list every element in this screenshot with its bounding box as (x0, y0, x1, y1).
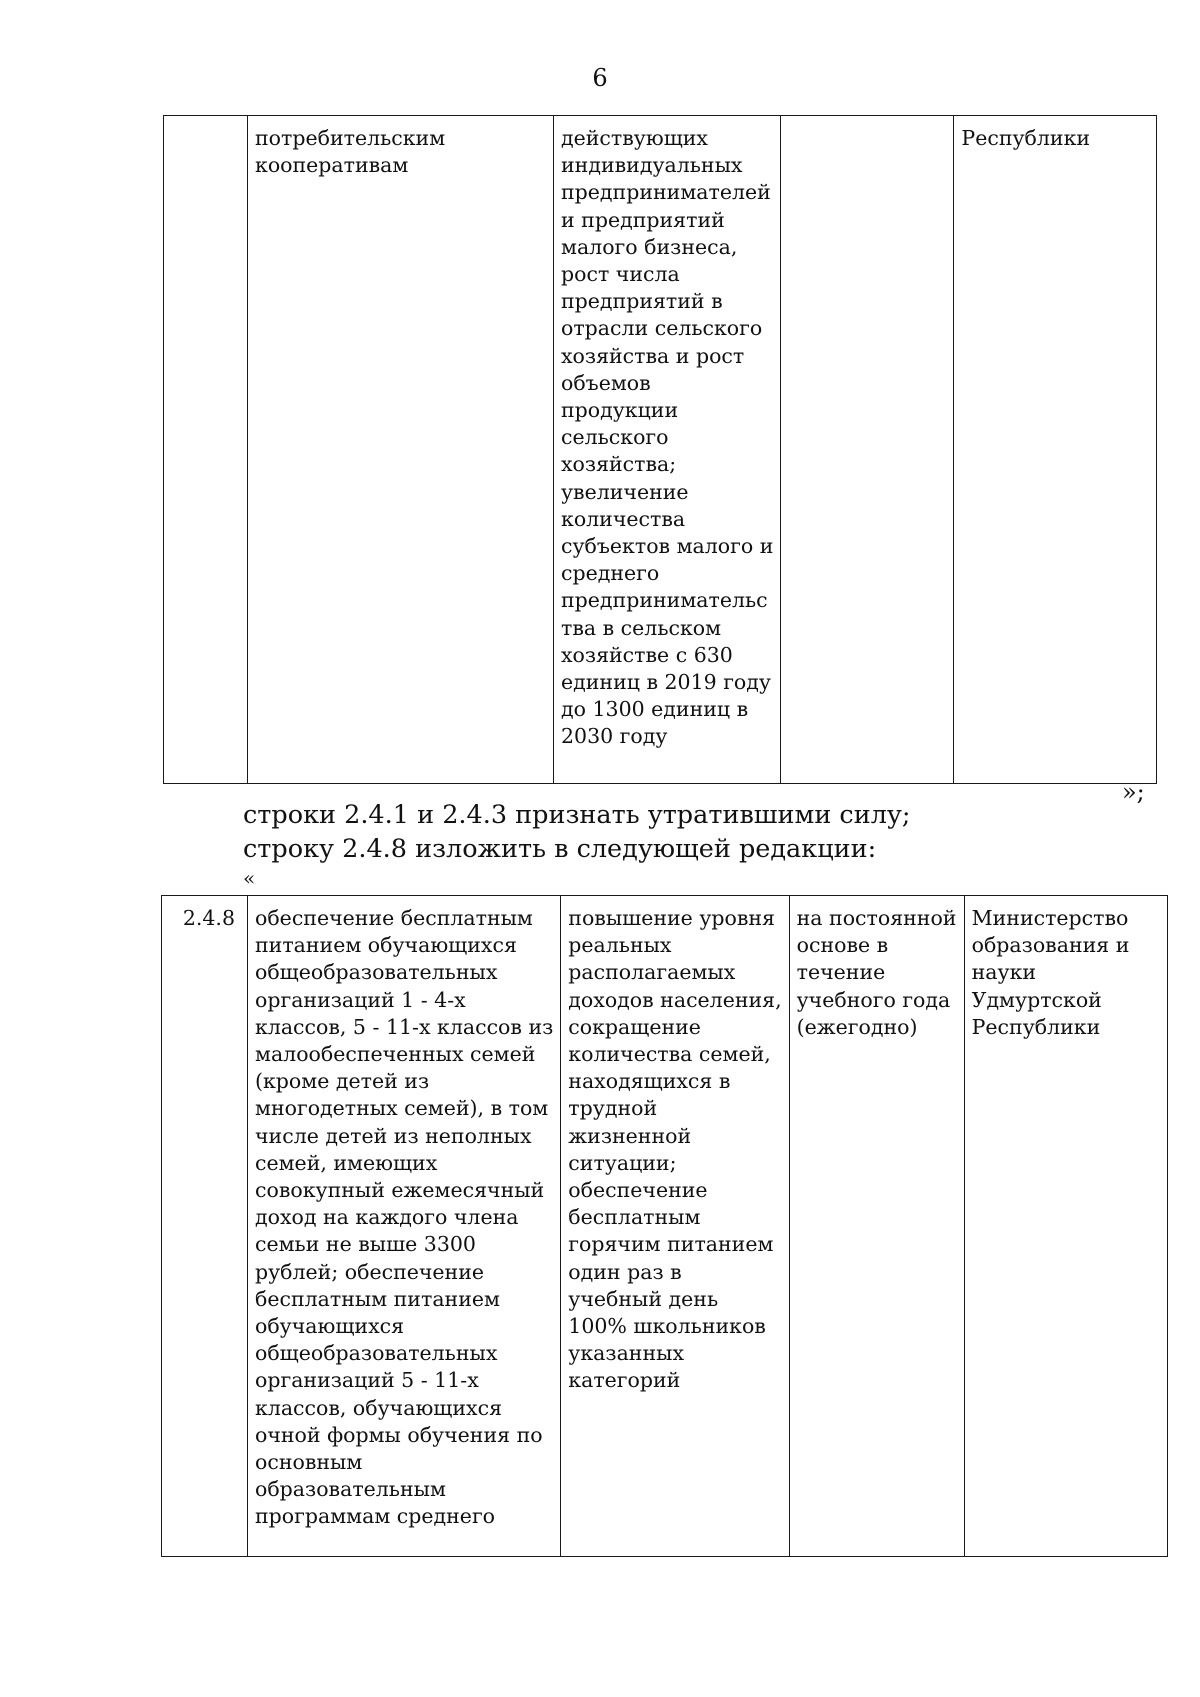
cell-text-line: питанием обучающихся (255, 933, 517, 958)
cell-text-line: хозяйства; (561, 452, 677, 477)
cell-text-line: программам среднего (255, 1504, 496, 1529)
cell-text-line: находящихся в (568, 1069, 731, 1094)
cell-text-line: обеспечение (568, 1178, 708, 1203)
table-cell-col1 (162, 896, 248, 1557)
cell-text-line: основным (255, 1450, 363, 1475)
paragraph-new-edition: строку 2.4.8 изложить в следующей редакции: (243, 834, 877, 864)
cell-text-line: жизненной (568, 1123, 692, 1148)
cell-text-line: семей, имеющих (255, 1150, 438, 1175)
cell-text-line: классов, обучающихся (255, 1395, 503, 1420)
cell-text-line: малого бизнеса, (561, 234, 738, 259)
cell-text-line: совокупный ежемесячный (255, 1178, 545, 1203)
cell-text-line: числе детей из неполных (255, 1123, 532, 1148)
cell-text-line: очной формы обучения по (255, 1422, 543, 1447)
cell-text-line: реальных (568, 933, 672, 958)
table-cell-col1 (164, 116, 248, 784)
cell-text-line: один раз в (568, 1259, 682, 1284)
table-continuation (163, 115, 1157, 784)
cell-text-line: на постоянной (796, 906, 957, 930)
table-cell-col2 (248, 896, 561, 1557)
table-cell-col2 (248, 116, 554, 784)
cell-text-line: учебный день (568, 1286, 719, 1311)
cell-text-line: повышение уровня (568, 906, 775, 930)
opening-quote: « (243, 866, 256, 890)
cell-text-line: сокращение (568, 1014, 701, 1039)
cell-text-line: образования и (971, 933, 1130, 958)
table-cell-col5 (954, 116, 1157, 784)
cell-text-line: основе в (796, 933, 889, 958)
cell-text-line: до 1300 единиц в (561, 697, 749, 722)
cell-text-line: 100% школьников (568, 1314, 766, 1339)
paragraph-invalidate-rows: строки 2.4.1 и 2.4.3 признать утратившими силу; (243, 800, 911, 830)
cell-text-line: количества семей, (568, 1042, 771, 1067)
cell-text-line: бесплатным питанием (255, 1286, 500, 1311)
cell-text-line: (ежегодно) (796, 1014, 918, 1039)
cell-text-line: предпринимателей (561, 180, 771, 205)
cell-text-line: предприятий в (561, 289, 723, 314)
cell-text-line: хозяйства и рост (561, 343, 745, 368)
cell-text-line: действующих (561, 126, 708, 150)
table-row (164, 116, 1157, 784)
table-cell-col5 (964, 896, 1167, 1557)
cell-text-line: малообеспеченных семей (255, 1042, 536, 1067)
cell-text-line: Республики (971, 1014, 1101, 1039)
cell-text-line: многодетных семей), в том (255, 1096, 549, 1121)
cell-text-line: горячим питанием (568, 1232, 774, 1257)
cell-text-line: трудной (568, 1096, 658, 1121)
cell-text-line: индивидуальных (561, 153, 743, 178)
cell-text-line: организаций 1 - 4-х (255, 987, 466, 1012)
table-cell-col4 (789, 896, 964, 1557)
cell-text-line: потребительским (255, 126, 446, 150)
cell-text-line: организаций 5 - 11-х (255, 1368, 479, 1393)
table-row (162, 896, 1168, 1557)
cell-text-line: общеобразовательных (255, 1341, 498, 1366)
cell-text-line: отрасли сельского (561, 316, 763, 341)
cell-text-line: течение (796, 960, 886, 985)
table-row-2-4-8 (161, 895, 1168, 1557)
cell-text-line: указанных (568, 1341, 684, 1366)
cell-text-line: учебного года (796, 987, 951, 1012)
cell-text-line: Удмуртской (971, 987, 1102, 1012)
cell-text-line: объемов (561, 370, 651, 395)
cell-text-line: обеспечение бесплатным (255, 906, 533, 930)
cell-text-line: единиц в 2019 году (561, 670, 771, 695)
table-cell-col3 (554, 116, 781, 784)
cell-text-line: обучающихся (255, 1314, 405, 1339)
cell-text-line: субъектов малого и (561, 534, 774, 559)
cell-text-line: науки (971, 960, 1037, 985)
cell-text-line: предпринимательс (561, 588, 768, 613)
cell-text-line: семьи не выше 3300 (255, 1232, 476, 1257)
cell-text-line: ситуации; (568, 1150, 677, 1175)
cell-text-line: Республики (961, 126, 1091, 150)
cell-text-line: 2030 году (561, 724, 668, 749)
cell-text-line: категорий (568, 1368, 681, 1393)
cell-text-line: хозяйстве с 630 (561, 642, 733, 667)
cell-text-line: Министерство (971, 906, 1129, 930)
page-number: 6 (592, 64, 608, 92)
cell-text-line: классов, 5 - 11-х классов из (255, 1014, 554, 1039)
cell-text-line: рублей; обеспечение (255, 1259, 485, 1284)
cell-text-line: доход на каждого члена (255, 1205, 519, 1230)
cell-text-line: общеобразовательных (255, 960, 498, 985)
cell-text-line: увеличение (561, 479, 689, 504)
cell-text-line: рост числа (561, 262, 680, 287)
cell-text-line: образовательным (255, 1477, 446, 1502)
cell-text-line: сельского (561, 425, 669, 450)
cell-text-line: среднего (561, 561, 660, 586)
cell-text-line: бесплатным (568, 1205, 701, 1230)
cell-text-line: кооперативам (255, 153, 409, 178)
cell-text-line: продукции (561, 398, 679, 423)
cell-text-line: количества (561, 506, 686, 531)
cell-text-line: 2.4.8 (182, 906, 235, 930)
cell-text-line: располагаемых (568, 960, 736, 985)
cell-text-line: (кроме детей из (255, 1069, 430, 1094)
table-cell-col4 (781, 116, 954, 784)
cell-text-line: доходов населения, (568, 987, 782, 1012)
cell-text-line: тва в сельском (561, 615, 722, 640)
cell-text-line: и предприятий (561, 207, 725, 232)
closing-quote: »; (1122, 778, 1145, 806)
table-cell-col3 (561, 896, 789, 1557)
